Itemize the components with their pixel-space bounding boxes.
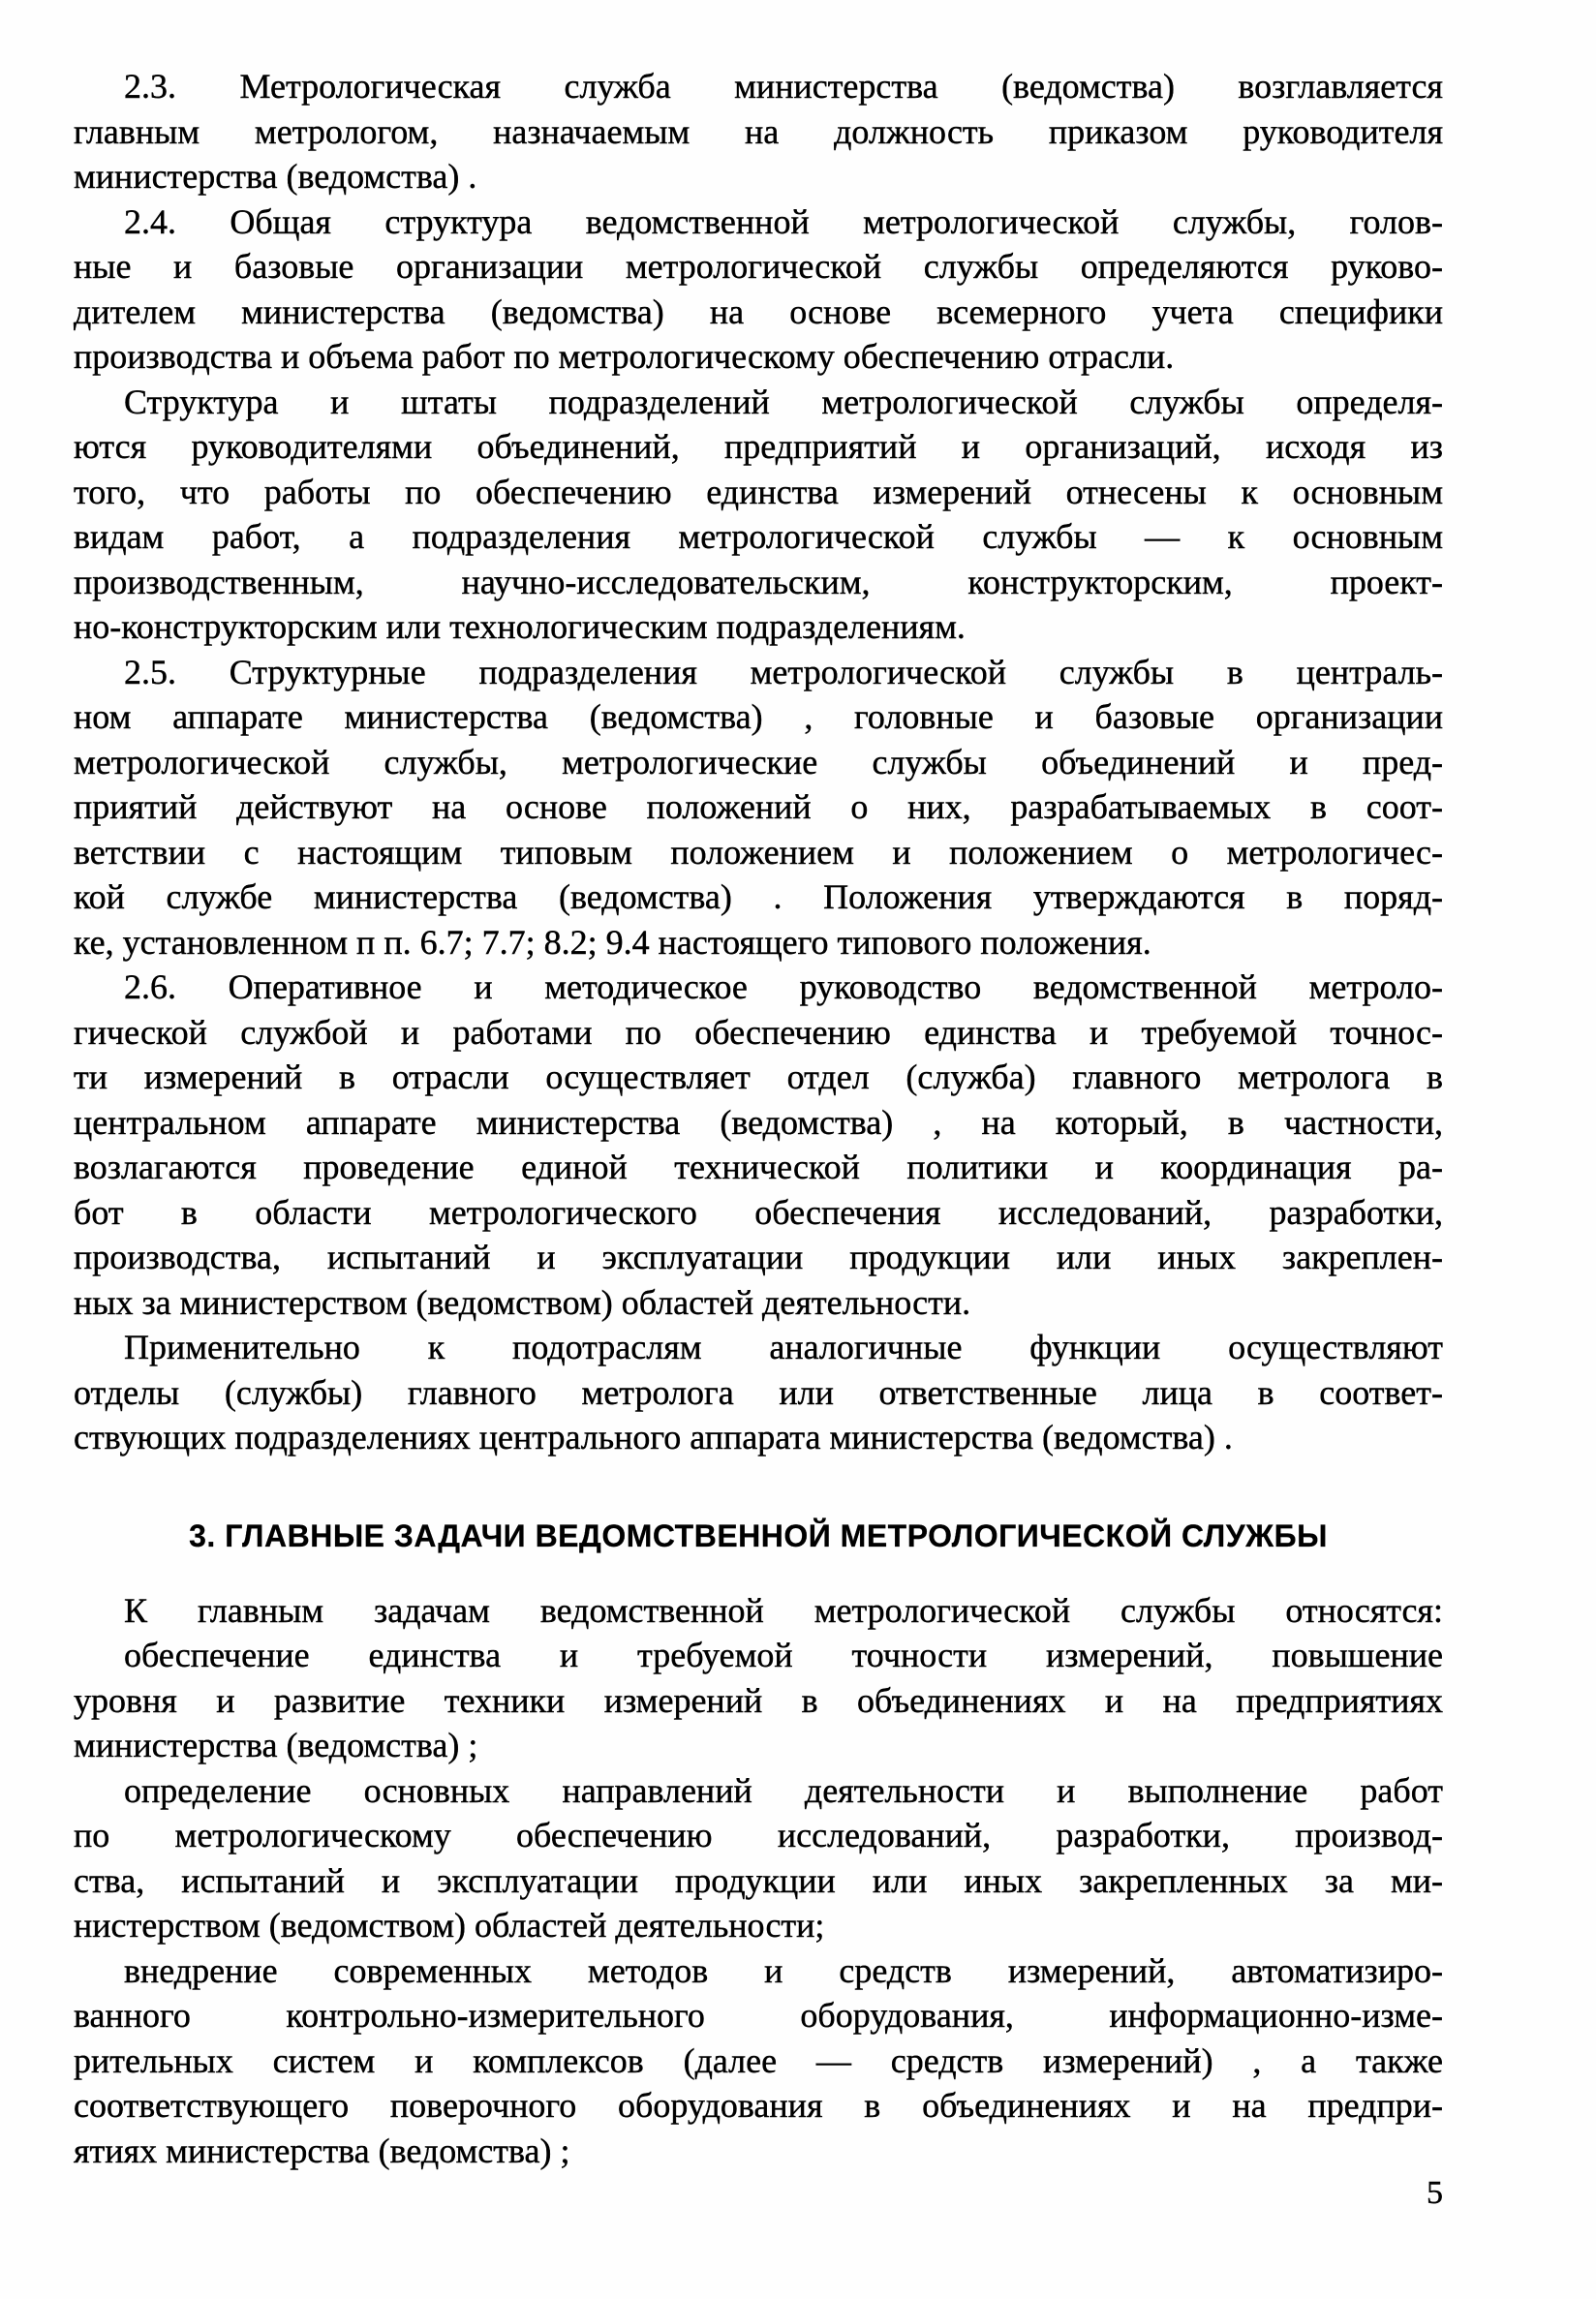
text-line: возлагаются проведение единой технической политики и координация ра- bbox=[74, 1148, 1443, 1186]
text-line: уровня и развитие техники измерений в объединениях и на предприятиях bbox=[74, 1680, 1443, 1720]
text-line: производства, испытаний и эксплуатации продукции или иных закреплен- bbox=[74, 1238, 1443, 1276]
text-line: по метрологическому обеспечению исследований, разработки, производ- bbox=[74, 1816, 1443, 1855]
paragraph bbox=[74, 1948, 1443, 2174]
text-line: ном аппарате министерства (ведомства) , головные и базовые организации bbox=[74, 697, 1443, 736]
paragraph bbox=[74, 64, 1443, 199]
text-line: определение основных направлений деятельности и выполнение работ bbox=[124, 1770, 1443, 1810]
text-line: ствующих подразделениях центрального аппарата министерства (ведомства) . bbox=[74, 1418, 1233, 1456]
text-line: рительных систем и комплексов (далее — средств измерений) , а также bbox=[74, 2040, 1443, 2080]
text-line: ке, установленном п п. 6.7; 7.7; 8.2; 9.4 настоящего типового положения. bbox=[74, 922, 1151, 962]
text-line: соответствующего поверочного оборудования в объединениях и на предпри- bbox=[74, 2086, 1443, 2125]
text-line: кой службе министерства (ведомства) . Положения утверждаются в поряд- bbox=[74, 877, 1443, 916]
text-line: обеспечение единства и требуемой точности измерений, повышение bbox=[124, 1636, 1443, 1674]
paragraph bbox=[74, 199, 1443, 380]
text-line: К главным задачам ведомственной метрологической службы относятся: bbox=[124, 1590, 1443, 1630]
text-line: ются руководителями объединений, предприятий и организаций, исходя из bbox=[74, 427, 1443, 466]
paragraph bbox=[74, 1768, 1443, 1948]
paragraph bbox=[74, 650, 1443, 966]
text-line: ветствии с настоящим типовым положением и положением о метрологичес- bbox=[74, 832, 1443, 872]
text-line: метрологической службы, метрологические службы объединений и пред- bbox=[74, 742, 1443, 782]
text-line: отделы (службы) главного метролога или ответственные лица в соответ- bbox=[74, 1372, 1443, 1412]
paragraph bbox=[74, 1588, 1443, 1634]
text-line: внедрение современных методов и средств измерений, автоматизиро- bbox=[124, 1950, 1443, 1990]
paragraph bbox=[74, 380, 1443, 650]
text-line: производственным, научно-исследовательским, конструкторским, проект- bbox=[74, 562, 1443, 601]
text-line: 2.4. Общая структура ведомственной метрологической службы, голов- bbox=[124, 201, 1443, 241]
text-line: производства и объема работ по метрологическому обеспечению отрасли. bbox=[74, 337, 1175, 376]
text-line: того, что работы по обеспечению единства измерений отнесены к основным bbox=[74, 472, 1443, 511]
text-line: 2.3. Метрологическая служба министерства (ведомства) возглавляется bbox=[124, 67, 1443, 106]
text-line: ных за министерством (ведомством) областей деятельности. bbox=[74, 1282, 971, 1322]
text-line: ванного контрольно-измерительного оборудования, информационно-изме- bbox=[74, 1996, 1443, 2035]
paragraph bbox=[74, 1325, 1443, 1460]
text-line: ятиях министерства (ведомства) ; bbox=[74, 2130, 570, 2170]
text-line: видам работ, а подразделения метрологической службы — к основным bbox=[74, 517, 1443, 556]
text-line: нистерством (ведомством) областей деятельности; bbox=[74, 1906, 825, 1945]
text-line: 2.6. Оперативное и методическое руководство ведомственной метроло- bbox=[124, 967, 1443, 1006]
text-line: главным метрологом, назначаемым на должность приказом руководителя bbox=[74, 111, 1443, 151]
paragraph bbox=[74, 965, 1443, 1325]
text-line: ные и базовые организации метрологической службы определяются руково- bbox=[74, 247, 1443, 286]
text-line: ти измерений в отрасли осуществляет отдел (служба) главного метролога в bbox=[74, 1058, 1443, 1096]
text-line: Структура и штаты подразделений метрологической службы определя- bbox=[124, 382, 1443, 421]
text-line: бот в области метрологического обеспечения исследований, разработки, bbox=[74, 1192, 1443, 1232]
text-line: министерства (ведомства) ; bbox=[74, 1726, 478, 1764]
section-heading: 3. ГЛАВНЫЕ ЗАДАЧИ ВЕДОМСТВЕННОЙ МЕТРОЛОГИЧЕСКОЙ СЛУЖБЫ bbox=[189, 1517, 1328, 1553]
text-line: но-конструкторским или технологическим подразделениям. bbox=[74, 607, 966, 646]
paragraph bbox=[74, 1633, 1443, 1768]
page-number: 5 bbox=[1427, 2175, 1443, 2211]
text-line: министерства (ведомства) . bbox=[74, 157, 477, 196]
text-line: гической службой и работами по обеспечению единства и требуемой точнос- bbox=[74, 1012, 1443, 1052]
text-line: приятий действуют на основе положений о них, разрабатываемых в соот- bbox=[74, 787, 1443, 826]
text-line: дителем министерства (ведомства) на основе всемерного учета специфики bbox=[74, 291, 1443, 331]
text-line: Применительно к подотраслям аналогичные функции осуществляют bbox=[124, 1328, 1443, 1366]
text-line: 2.5. Структурные подразделения метрологической службы в централь- bbox=[124, 652, 1443, 691]
text-line: центральном аппарате министерства (ведомства) , на который, в частности, bbox=[74, 1102, 1443, 1142]
text-line: ства, испытаний и эксплуатации продукции или иных закрепленных за ми- bbox=[74, 1860, 1443, 1900]
